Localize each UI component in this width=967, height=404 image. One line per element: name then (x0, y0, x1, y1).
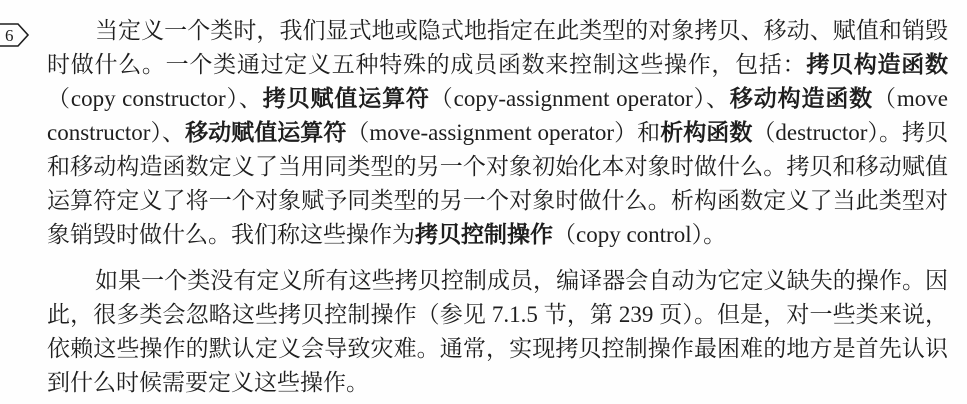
text-run: 当定义一个类时，我们显式地或隐式地指定在此类型的对象拷贝、移动、赋值和销毁 (95, 18, 948, 43)
term-move-assignment-operator: 移动赋值运算符 (185, 120, 347, 146)
paragraph-1 (47, 14, 948, 252)
text-run: 和移动构造函数定义了当用同类型的另一个对象初始化本对象时做什么。拷贝和移动赋值 (47, 154, 948, 179)
text-run: （copy control）。 (553, 222, 727, 247)
text-run: 此，很多类会忽略这些拷贝控制操作（参见 7.1.5 节，第 239 页）。但是，对一些类来说， (47, 302, 948, 327)
paragraph-line (47, 82, 948, 116)
marker-page-number: 6 (5, 26, 14, 45)
paragraph-line (47, 332, 948, 366)
text-run: 时做什么。一个类通过定义五种特殊的成员函数来控制这些操作，包括： (47, 52, 807, 77)
text-run: （copy-assignment operator）、 (429, 86, 730, 111)
term-move-constructor: 移动构造函数 (729, 86, 874, 112)
paragraph-line (47, 150, 948, 184)
paragraph-2 (47, 264, 948, 400)
paragraph-line (47, 48, 948, 82)
page-number-marker (0, 20, 32, 50)
text-run: （destructor）。拷贝 (752, 120, 948, 145)
paragraph-line (47, 184, 948, 218)
term-destructor: 析构函数 (660, 120, 753, 146)
text-run: （move-assignment operator）和 (346, 120, 661, 145)
text-run: constructor）、 (47, 120, 186, 145)
paragraph-line (47, 264, 948, 298)
paragraph-line (47, 298, 948, 332)
text-run: 到什么时候需要定义这些操作。 (47, 370, 369, 395)
text-run: 运算符定义了将一个对象赋予同类型的另一个对象时做什么。析构函数定义了当此类型对 (47, 188, 948, 213)
text-run: （move (873, 86, 948, 111)
term-copy-constructor: 拷贝构造函数 (806, 52, 948, 78)
term-copy-control: 拷贝控制操作 (415, 222, 553, 248)
text-run: 象销毁时做什么。我们称这些操作为 (47, 222, 415, 247)
text-run: 依赖这些操作的默认定义会导致灾难。通常，实现拷贝控制操作最困难的地方是首先认识 (47, 336, 948, 361)
paragraph-line (47, 14, 948, 48)
text-run: （copy constructor）、 (47, 86, 263, 111)
paragraph-line (47, 218, 948, 252)
paragraph-line (47, 366, 948, 400)
text-run: 如果一个类没有定义所有这些拷贝控制成员，编译器会自动为它定义缺失的操作。因 (95, 268, 948, 293)
paragraph-line (47, 116, 948, 150)
term-copy-assignment-operator: 拷贝赋值运算符 (262, 86, 430, 112)
